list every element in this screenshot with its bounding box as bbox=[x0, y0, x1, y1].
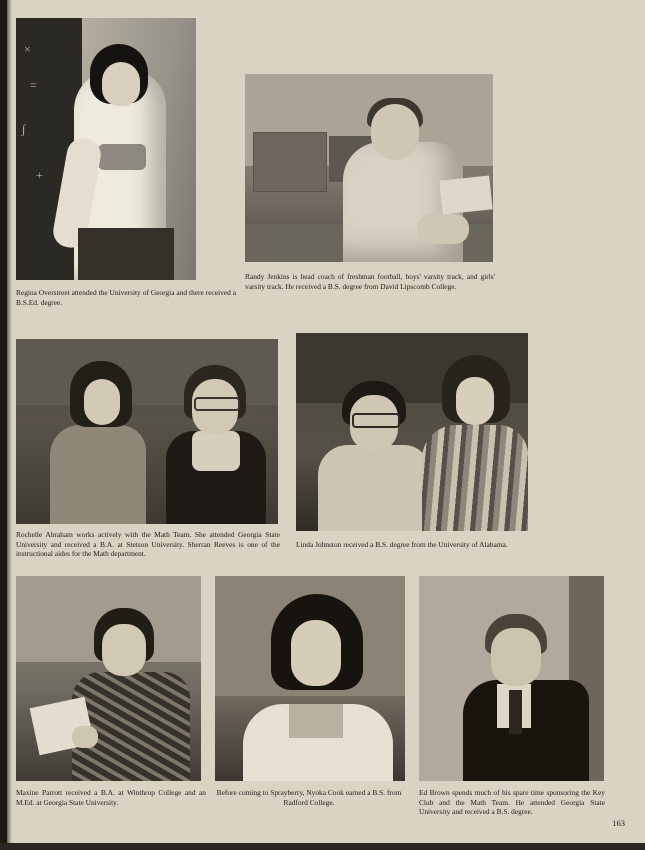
photo-ed-brown bbox=[419, 576, 604, 781]
photo-maxine-parrott bbox=[16, 576, 201, 781]
book-binding-edge bbox=[0, 0, 7, 850]
caption-ed-brown: Ed Brown spends much of his spare time sponsoring the Key Club and the Math Team. He attended Georgia State University and received a B.S. degree. bbox=[419, 788, 605, 817]
caption-maxine-parrott: Maxine Parrott received a B.A. at Winthrop College and an M.Ed. at Georgia State University. bbox=[16, 788, 206, 807]
caption-nyoka-cook: Before coming to Sprayberry, Nyoka Cook earned a B.S. from Radford College. bbox=[216, 788, 402, 807]
page-bottom-edge bbox=[0, 843, 645, 850]
photo-regina-overstreet: × = ∫ + bbox=[16, 18, 196, 280]
photo-randy-jenkins bbox=[245, 74, 493, 262]
caption-regina-overstreet: Regina Overstreet attended the University of Georgia and there received a B.S.Ed. degree. bbox=[16, 288, 236, 307]
caption-linda-johnston: Linda Johnston received a B.S. degree from the University of Alabama. bbox=[296, 540, 508, 549]
caption-randy-jenkins: Randy Jenkins is head coach of freshman football, boys' varsity track, and girls' varsity track. He received a B.S. degree from David Lipscomb College. bbox=[245, 272, 495, 291]
page-number: 163 bbox=[612, 818, 625, 828]
caption-rochelle-abraham-sherran-reeves: Rochelle Abraham works actively with the Math Team. She attended Georgia State University and received a B.A. at Stetson University. Sherran Reeves is one of the instructional aides for the Math department. bbox=[16, 530, 280, 559]
binding-shadow bbox=[7, 0, 12, 850]
photo-nyoka-cook bbox=[215, 576, 405, 781]
photo-rochelle-abraham-sherran-reeves bbox=[16, 339, 278, 524]
photo-linda-johnston bbox=[296, 333, 528, 531]
